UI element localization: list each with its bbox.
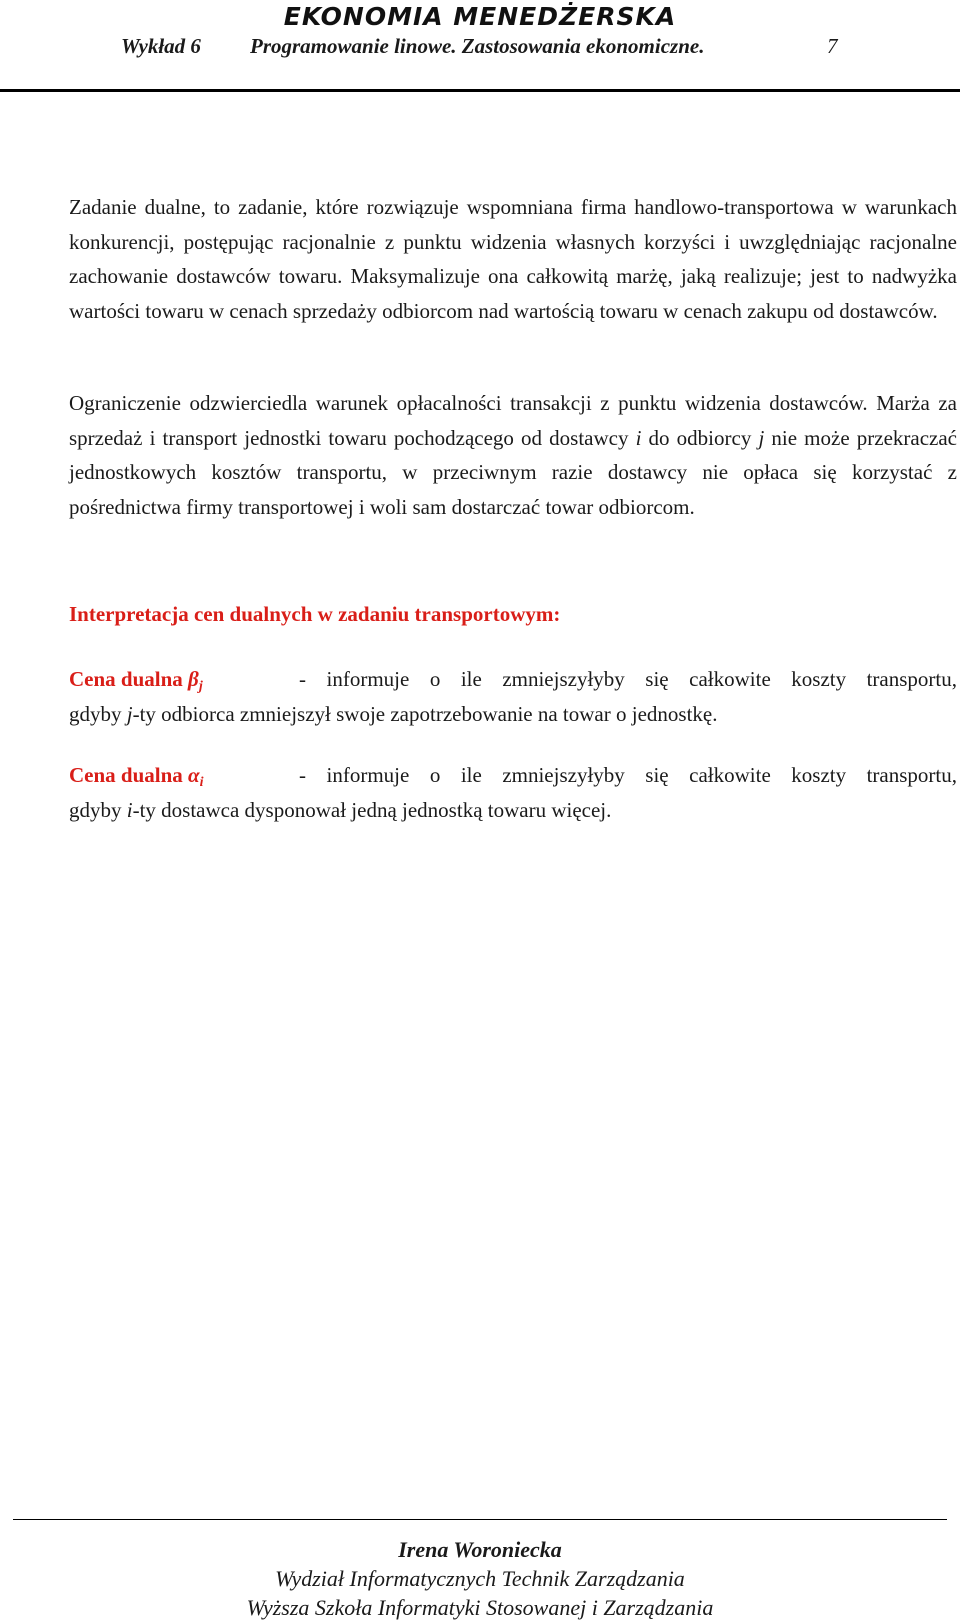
dual-beta-line2-b: -ty odbiorca zmniejszył swoje zapotrzebowanie na towar o jednostkę. [132,702,718,726]
header-title: EKONOMIA MENEDŻERSKA [283,2,677,31]
footer-author: Irena Woroniecka [398,1537,562,1562]
dual-alpha-description: - informuje o ile zmniejszyłyby się całkowite koszty transportu, [299,763,957,787]
lecture-topic: Programowanie linowe. Zastosowania ekonomiczne. [250,34,705,58]
var-j: j [758,425,765,450]
paragraph-2-text [69,386,957,524]
var-i: i [635,425,642,450]
dual-beta-line2-a: gdyby [69,702,127,726]
paragraph-constraint [69,386,957,524]
dual-beta-label-text: Cena dualna [69,667,189,691]
beta-symbol: β [188,667,199,691]
paragraph-dual-problem [69,190,957,328]
footer-department: Wydział Informatycznych Technik Zarządzania [275,1566,685,1591]
lecture-label: Wykład 6 [121,34,201,58]
beta-subscript: j [198,679,203,694]
dual-alpha-line2-b: -ty dostawca dysponował jedną jednostką towaru więcej. [132,798,612,822]
dual-price-beta [69,662,957,732]
page-number: 7 [827,34,838,58]
paragraph-2-part-b: do odbiorcy [641,425,759,450]
dual-alpha-label-text: Cena dualna [69,763,189,787]
dual-price-alpha [69,758,957,828]
dual-alpha-line2-a: gdyby [69,798,127,822]
dual-beta-description: - informuje o ile zmniejszyłyby się całkowite koszty transportu, [299,667,957,691]
alpha-symbol: α [188,763,200,787]
interpretation-heading: Interpretacja cen dualnych w zadaniu transportowym: [69,602,561,626]
dual-alpha-label [69,758,204,800]
dual-beta-label [69,662,203,704]
paragraph-1-text: Zadanie dualne, to zadanie, które rozwiązuje wspomniana firma handlowo-transportowa w warunkach konkurencji, postępując racjonalnie z punktu widzenia własnych korzyści i uwzględniając racjonalne zachowanie dostawców towaru. Maksymalizuje ona całkowitą marżę, jaką realizuje; jest to nadwyżka wartości towaru w cenach sprzedaży odbiorcom nad wartością towaru w cenach zakupu od dostawców. [69,195,957,323]
paragraph-2-part-a: Ograniczenie odzwierciedla warunek opłacalności transakcji z punktu widzenia dostawców. Marża za sprzedaż i transport jednostki towaru pochodzącego od dostawcy [69,391,957,450]
paragraph-2-part-c: nie może przekraczać jednostkowych kosztów transportu, w przeciwnym razie dostawcy nie opłaca się korzystać z pośrednictwa firmy transportowej i woli sam dostarczać towar odbiorcom. [69,425,957,519]
footer-school: Wyższa Szkoła Informatyki Stosowanej i Zarządzania [246,1595,714,1620]
footer-divider [13,1519,947,1520]
dual-alpha-var: i [126,798,133,822]
dual-beta-var: j [126,702,133,726]
header-divider [0,89,960,92]
alpha-subscript: i [199,775,204,790]
